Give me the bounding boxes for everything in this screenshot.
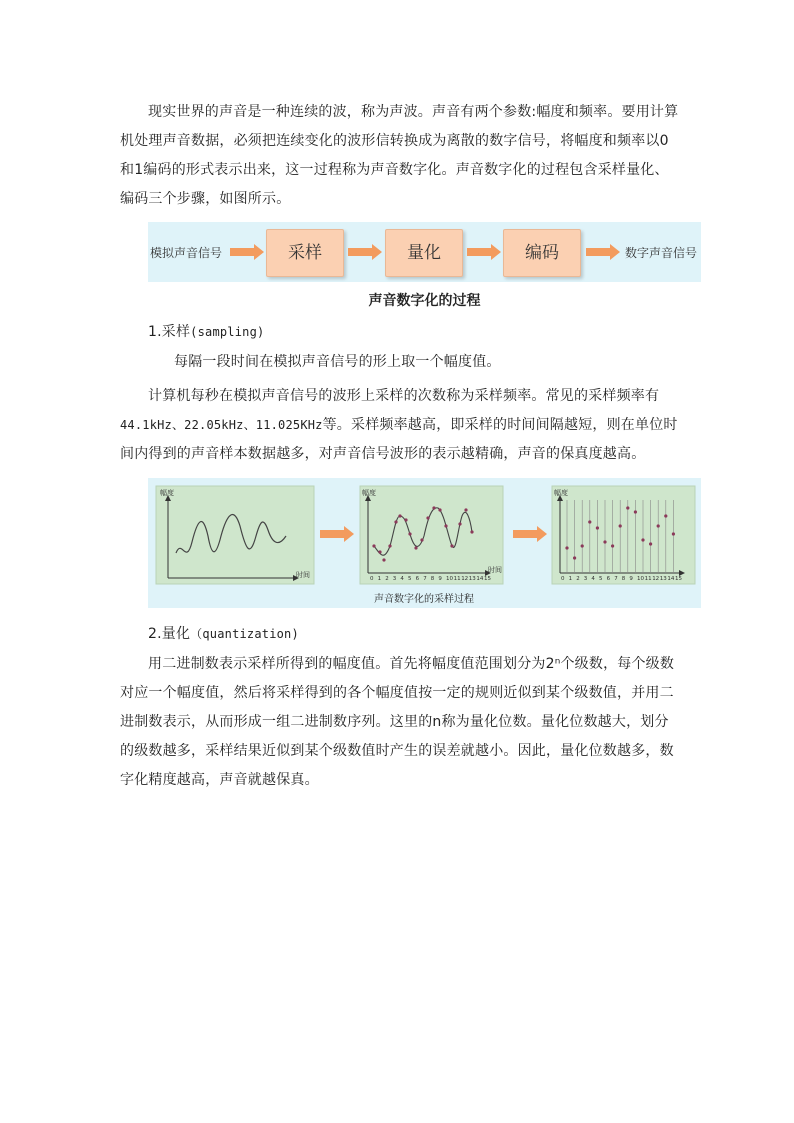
section2-heading — [148, 620, 708, 649]
sample-point — [432, 506, 435, 509]
x-tick-label: 14 — [667, 576, 675, 582]
discrete-sample-point — [581, 544, 584, 547]
sample-point — [444, 524, 447, 527]
sampling-arrow-2 — [513, 526, 547, 542]
x-tick-label: 12 — [652, 576, 660, 582]
sample-point — [438, 508, 441, 511]
panel1-y-label: 幅度 — [160, 489, 174, 497]
sampling-rates: 44.1kHz、22.05kHz、11.025KHz — [120, 418, 323, 432]
sampling-paragraph — [120, 382, 680, 469]
flow-output-label: 数字声音信号 — [625, 246, 698, 260]
x-tick-label: 9 — [438, 576, 442, 582]
x-tick-label: 3 — [392, 576, 397, 582]
sample-point — [382, 558, 385, 561]
discrete-sample-point — [664, 514, 667, 517]
x-tick-label: 1 — [377, 576, 382, 582]
section1-english-title: (sampling) — [190, 325, 265, 339]
discrete-sample-point — [649, 542, 652, 545]
x-tick-label: 7 — [614, 576, 618, 582]
quantization-paragraph: 用二进制数表示采样所得到的幅度值。首先将幅度值范围划分为2ⁿ个级数，每个级数对应一个幅度值，然后将采样得到的各个幅度值按一定的规则近似到某个级数值，并用二进制数表示，从而形成一组二进制数序列。这里的n称为量化位数。量化位数越大，划分的级数越多，采样结果近似到某个级数值时产生的误差就越小。因此，量化位数越多，数字化精度越高，声音就越保真。 — [120, 656, 675, 788]
sampling-arrow-1 — [320, 526, 354, 542]
sample-point — [470, 530, 473, 533]
panel2-y-label: 幅度 — [362, 489, 376, 497]
x-tick-label: 5 — [408, 576, 412, 582]
panel3-y-label: 幅度 — [554, 489, 568, 497]
x-tick-label: 7 — [423, 576, 427, 582]
x-tick-label: 14 — [476, 576, 484, 582]
x-tick-label: 6 — [415, 576, 420, 582]
x-tick-label: 8 — [621, 576, 626, 582]
section2-number: 2. — [148, 626, 162, 642]
x-tick-label: 4 — [591, 576, 595, 582]
panel1-x-label: 时间 — [296, 571, 310, 579]
digitization-flow-diagram — [148, 222, 701, 282]
intro-paragraph: 现实世界的声音是一种连续的波，称为声波。声音有两个参数:幅度和频率。要用计算机处理声音数据，必须把连续变化的波形信转换成为离散的数字信号，将幅度和频率以0和1编码的形式表示出来，这一过程称为声音数字化。声音数字化的过程包含采样量化、编码三个步骤，如图所示。 — [120, 104, 679, 207]
sample-point — [458, 522, 461, 525]
sample-point — [426, 516, 429, 519]
sample-point — [414, 546, 417, 549]
x-tick-label: 1 — [568, 576, 573, 582]
discrete-samples-panel — [552, 486, 695, 584]
sample-point — [378, 550, 381, 553]
x-tick-label: 15 — [484, 576, 491, 582]
x-tick-label: 11 — [453, 576, 461, 582]
sampling-definition: 每隔一段时间在模拟声音信号的形上取一个幅度值。 — [174, 354, 501, 370]
x-tick-label: 13 — [468, 576, 476, 582]
sample-point — [372, 544, 375, 547]
flow-input-label: 模拟声音信号 — [150, 246, 223, 260]
x-tick-label: 0 — [561, 576, 565, 582]
x-tick-label: 2 — [385, 576, 389, 582]
x-tick-label: 5 — [599, 576, 603, 582]
sample-point — [408, 532, 411, 535]
flow-arrow-icon — [230, 244, 264, 260]
flow-step-sampling: 采样 — [266, 229, 344, 277]
discrete-sample-point — [588, 520, 591, 523]
discrete-sample-point — [626, 506, 629, 509]
x-tick-label: 6 — [606, 576, 611, 582]
section2-english-title: （quantization) — [190, 627, 299, 641]
x-tick-label: 15 — [675, 576, 682, 582]
x-tick-label: 13 — [659, 576, 667, 582]
section1-title: 采样 — [161, 324, 191, 340]
discrete-sample-point — [603, 540, 606, 543]
sample-point — [420, 538, 423, 541]
discrete-sample-point — [672, 532, 675, 535]
sampling-paragraph-part-b: 等。采样频率越高，即采样的时间间隔越短，则在单位时间内得到的声音样本数据越多，对声音信号波形的表示越精确，声音的保真度越高。 — [120, 417, 678, 462]
x-tick-label: 8 — [430, 576, 435, 582]
panel2-x-label: 时间 — [488, 566, 502, 574]
discrete-sample-point — [657, 524, 660, 527]
discrete-sample-point — [634, 510, 637, 513]
discrete-sample-point — [596, 526, 599, 529]
flow-step-quantization: 量化 — [385, 229, 463, 277]
x-tick-label: 4 — [400, 576, 404, 582]
x-tick-label: 11 — [644, 576, 652, 582]
sampled-wave-panel — [360, 486, 503, 584]
discrete-sample-point — [573, 556, 576, 559]
sample-point — [450, 544, 453, 547]
sampling-paragraph-part-a: 计算机每秒在模拟声音信号的波形上采样的次数称为采样频率。常见的采样频率有 — [148, 388, 660, 404]
flow-arrow-icon — [586, 244, 620, 260]
x-tick-label: 10 — [446, 576, 453, 582]
section2-title: 量化 — [161, 626, 191, 642]
sample-point — [394, 520, 397, 523]
sampling-process-figure — [148, 478, 701, 608]
discrete-sample-point — [641, 538, 644, 541]
x-tick-label: 3 — [583, 576, 588, 582]
sampling-figure-caption: 声音数字化的采样过程 — [374, 594, 474, 605]
flow-step-encoding: 编码 — [503, 229, 581, 277]
sample-point — [398, 514, 401, 517]
sample-point — [388, 544, 391, 547]
analog-wave-panel — [156, 486, 314, 584]
section1-number: 1. — [148, 324, 162, 340]
discrete-sample-point — [565, 546, 568, 549]
x-tick-label: 10 — [637, 576, 644, 582]
flow-arrow-icon — [348, 244, 382, 260]
discrete-sample-point — [611, 544, 614, 547]
sample-point — [404, 518, 407, 521]
sample-point — [464, 508, 467, 511]
flow-arrow-icon — [467, 244, 501, 260]
x-tick-label: 9 — [629, 576, 633, 582]
section1-heading — [148, 318, 708, 347]
discrete-sample-point — [619, 524, 622, 527]
x-tick-label: 12 — [461, 576, 469, 582]
x-tick-label: 2 — [576, 576, 580, 582]
flow-caption: 声音数字化的过程 — [368, 293, 481, 309]
x-tick-label: 0 — [370, 576, 374, 582]
